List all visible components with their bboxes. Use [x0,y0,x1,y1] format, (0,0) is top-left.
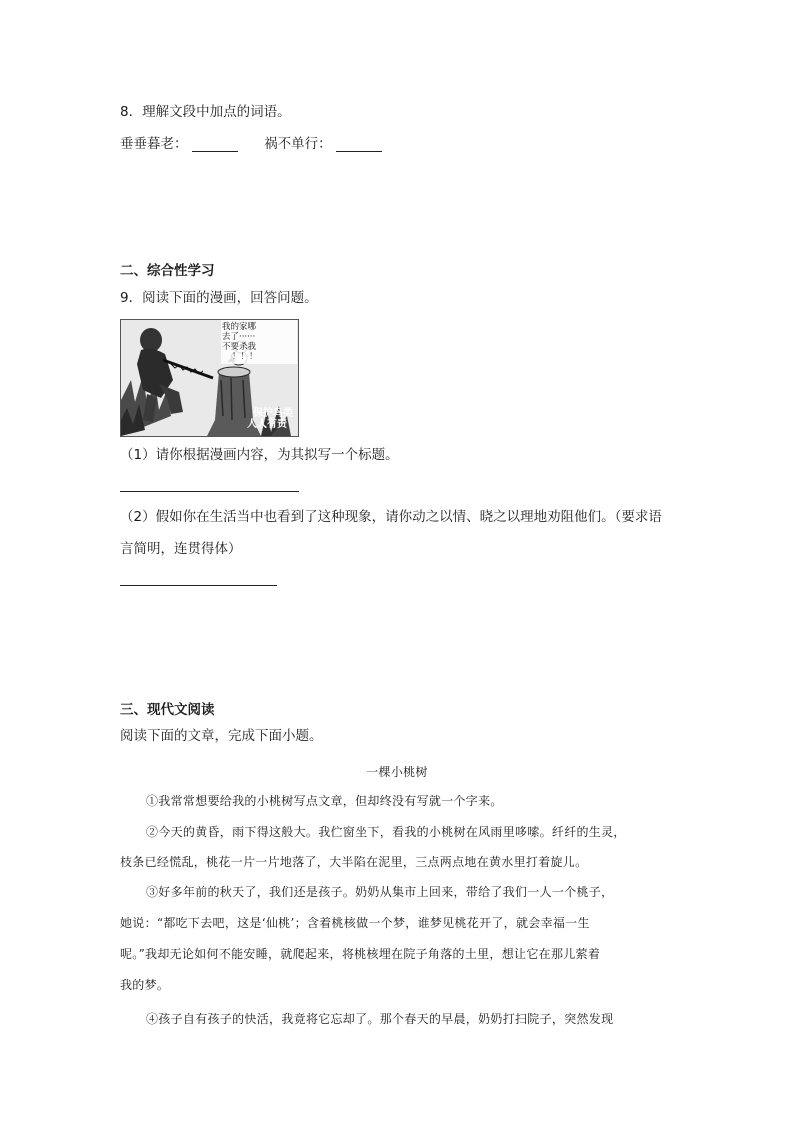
caption-line: 人人有责 [247,419,287,430]
cartoon-image [120,319,299,437]
article-paragraph-line: 枝条已经慌乱，桃花一片一片地落了，大半陷在泥里，三点两点地在黄水里打着旋儿。 [120,855,588,869]
section-3-heading: 三、现代文阅读 [120,702,215,718]
question-9-stem: 9．阅读下面的漫画，回答问题。 [120,290,318,306]
question-8-stem: 8．理解文段中加点的词语。 [120,104,291,120]
article-paragraph-line: 我的梦。 [120,978,170,992]
bubble-line: 不要杀我 [222,342,257,352]
answer-line-1[interactable] [120,491,299,492]
cartoon-caption [247,408,293,430]
section-2-heading: 二、综合性学习 [120,263,215,279]
term-chuichui-mulao: 垂垂暮老： [120,136,188,152]
question-9-sub-2-line-1: （2）假如你在生活当中也看到了这种现象，请你动之以情、晓之以理地劝阻他们。（要求语 [120,509,662,525]
bubble-line: ！！！ [232,352,258,362]
term-huobudanxing: 祸不单行： [264,136,332,152]
caption-line: 保护鸟类 [253,408,293,419]
article-paragraph-line: 呢。”我却无论如何不能安睡，就爬起来，将桃核埋在院子角落的土里，想让它在那儿萦着 [120,947,601,961]
answer-blank-2[interactable] [336,139,382,152]
article-paragraph-line: ④孩子自有孩子的快活，我竟将它忘却了。那个春天的早晨，奶奶打扫院子，突然发现 [146,1012,614,1026]
article-title: 一棵小桃树 [366,765,428,779]
article-paragraph-line: ①我常常想要给我的小桃树写点文章，但却终没有写就一个字来。 [146,794,503,808]
question-9-sub-2-line-2: 言简明，连贯得体） [120,541,242,557]
question-8-answer-row [120,138,386,152]
answer-blank-1[interactable] [192,139,238,152]
bubble-line: 我的家哪 [222,322,257,332]
bubble-line: 去了······ [222,332,256,342]
article-paragraph-line: ③好多年前的秋天了，我们还是孩子。奶奶从集市上回来，带给了我们一人一个桃子， [146,885,614,899]
article-paragraph-line: 她说：“都吃下去吧，这是‘仙桃’；含着桃核做一个梦，谁梦见桃花开了，就会幸福一生 [120,916,590,930]
section-3-instruction: 阅读下面的文章，完成下面小题。 [120,728,323,744]
answer-line-2[interactable] [120,585,277,586]
article-paragraph-line: ②今天的黄昏，雨下得这般大。我伫窗坐下，看我的小桃树在风雨里哆嗦。纤纤的生灵， [146,825,626,839]
question-9-sub-1: （1）请你根据漫画内容，为其拟写一个标题。 [120,447,399,463]
cartoon-speech-bubble [222,322,282,362]
